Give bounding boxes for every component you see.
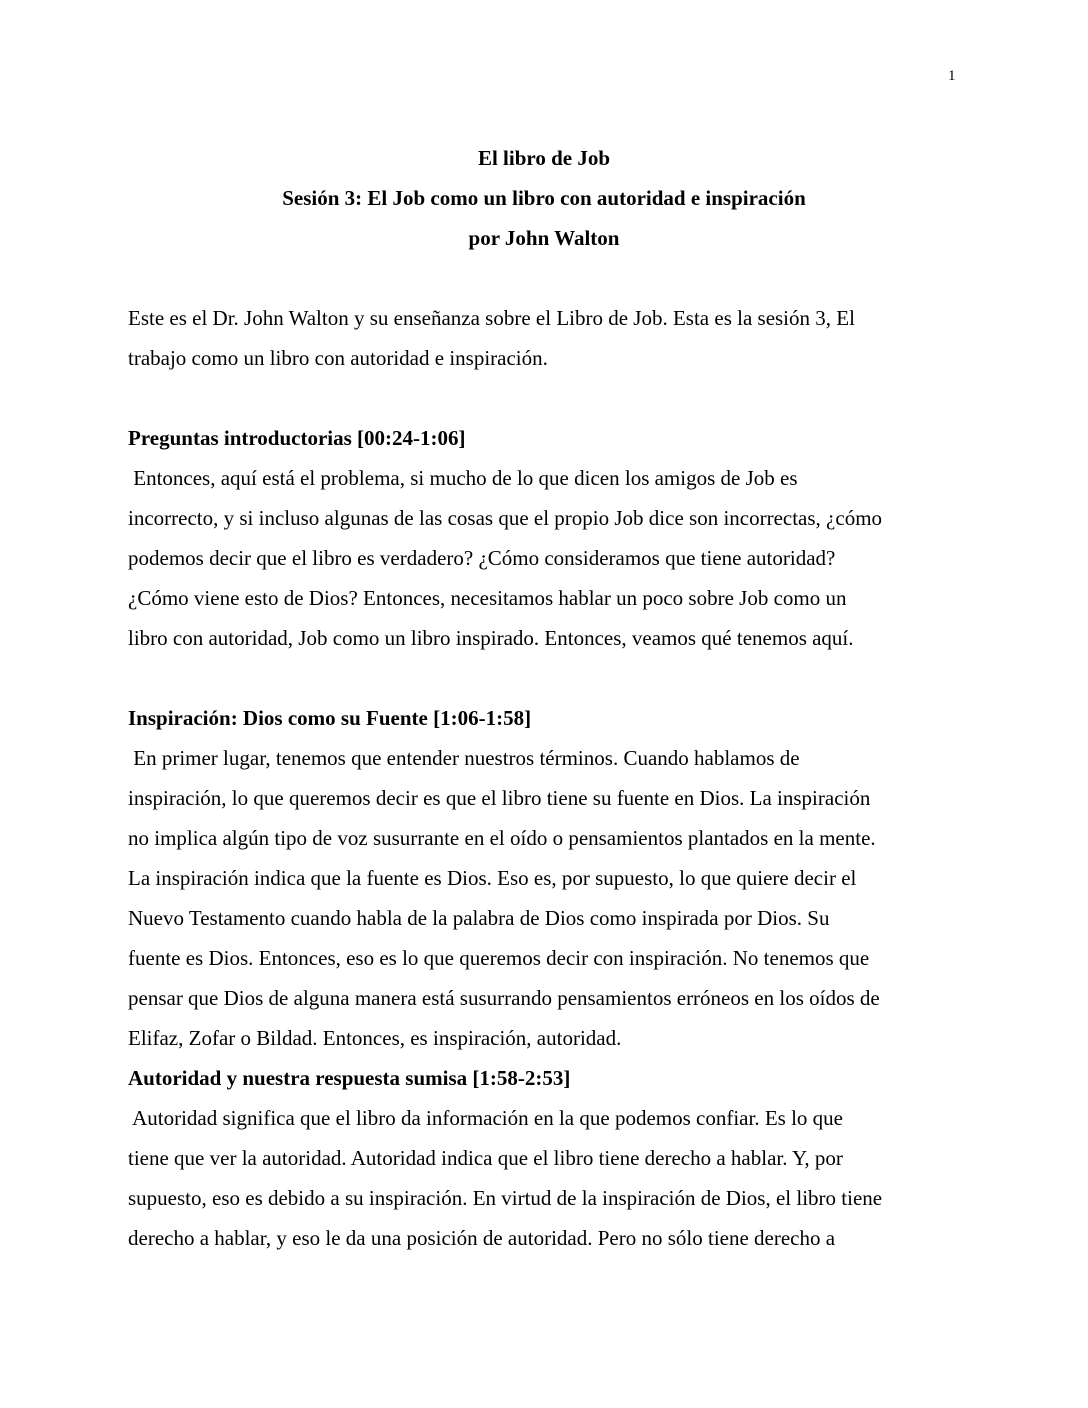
title-line: por John Walton: [468, 226, 620, 250]
paragraph-line: inspiración, lo que queremos decir es que el libro tiene su fuente en Dios. La inspiración: [128, 786, 871, 810]
title-line: El libro de Job: [477, 146, 611, 170]
document-title: [0, 138, 1088, 258]
paragraph-line: no implica algún tipo de voz susurrante en el oído o pensamientos plantados en la mente.: [128, 826, 876, 850]
section-autoridad: [128, 1058, 988, 1258]
paragraph-line: La inspiración indica que la fuente es Dios. Eso es, por supuesto, lo que quiere decir el: [128, 866, 857, 890]
section-heading: Inspiración: Dios como su Fuente [1:06-1:58]: [128, 706, 532, 730]
section-preguntas: [128, 418, 988, 658]
paragraph-line: Este es el Dr. John Walton y su enseñanza sobre el Libro de Job. Esta es la sesión 3, El: [128, 306, 855, 330]
section-inspiracion: [128, 698, 988, 1058]
section-intro: [128, 298, 988, 378]
title-line: Sesión 3: El Job como un libro con autoridad e inspiración: [282, 186, 806, 210]
paragraph-line: podemos decir que el libro es verdadero? ¿Cómo consideramos que tiene autoridad?: [128, 546, 836, 570]
paragraph-line: Nuevo Testamento cuando habla de la palabra de Dios como inspirada por Dios. Su: [128, 906, 830, 930]
paragraph-line: Elifaz, Zofar o Bildad. Entonces, es inspiración, autoridad.: [128, 1026, 622, 1050]
paragraph-line: Autoridad significa que el libro da información en la que podemos confiar. Es lo que: [128, 1106, 843, 1130]
page-number: 1: [948, 68, 956, 84]
paragraph-line: fuente es Dios. Entonces, eso es lo que queremos decir con inspiración. No tenemos que: [128, 946, 870, 970]
paragraph-line: derecho a hablar, y eso le da una posición de autoridad. Pero no sólo tiene derecho a: [128, 1226, 836, 1250]
paragraph-line: tiene que ver la autoridad. Autoridad indica que el libro tiene derecho a hablar. Y, por: [128, 1146, 843, 1170]
paragraph-line: ¿Cómo viene esto de Dios? Entonces, necesitamos hablar un poco sobre Job como un: [128, 586, 847, 610]
paragraph-line: libro con autoridad, Job como un libro inspirado. Entonces, veamos qué tenemos aquí.: [128, 626, 854, 650]
paragraph-line: En primer lugar, tenemos que entender nuestros términos. Cuando hablamos de: [128, 746, 800, 770]
paragraph-line: incorrecto, y si incluso algunas de las cosas que el propio Job dice son incorrectas, ¿cómo: [128, 506, 883, 530]
section-heading: Preguntas introductorias [00:24-1:06]: [128, 426, 466, 450]
paragraph-line: supuesto, eso es debido a su inspiración. En virtud de la inspiración de Dios, el libro tiene: [128, 1186, 883, 1210]
paragraph-line: trabajo como un libro con autoridad e inspiración.: [128, 346, 548, 370]
paragraph-line: Entonces, aquí está el problema, si mucho de lo que dicen los amigos de Job es: [128, 466, 798, 490]
section-heading: Autoridad y nuestra respuesta sumisa [1:58-2:53]: [128, 1066, 571, 1090]
paragraph-line: pensar que Dios de alguna manera está susurrando pensamientos erróneos en los oídos de: [128, 986, 880, 1010]
